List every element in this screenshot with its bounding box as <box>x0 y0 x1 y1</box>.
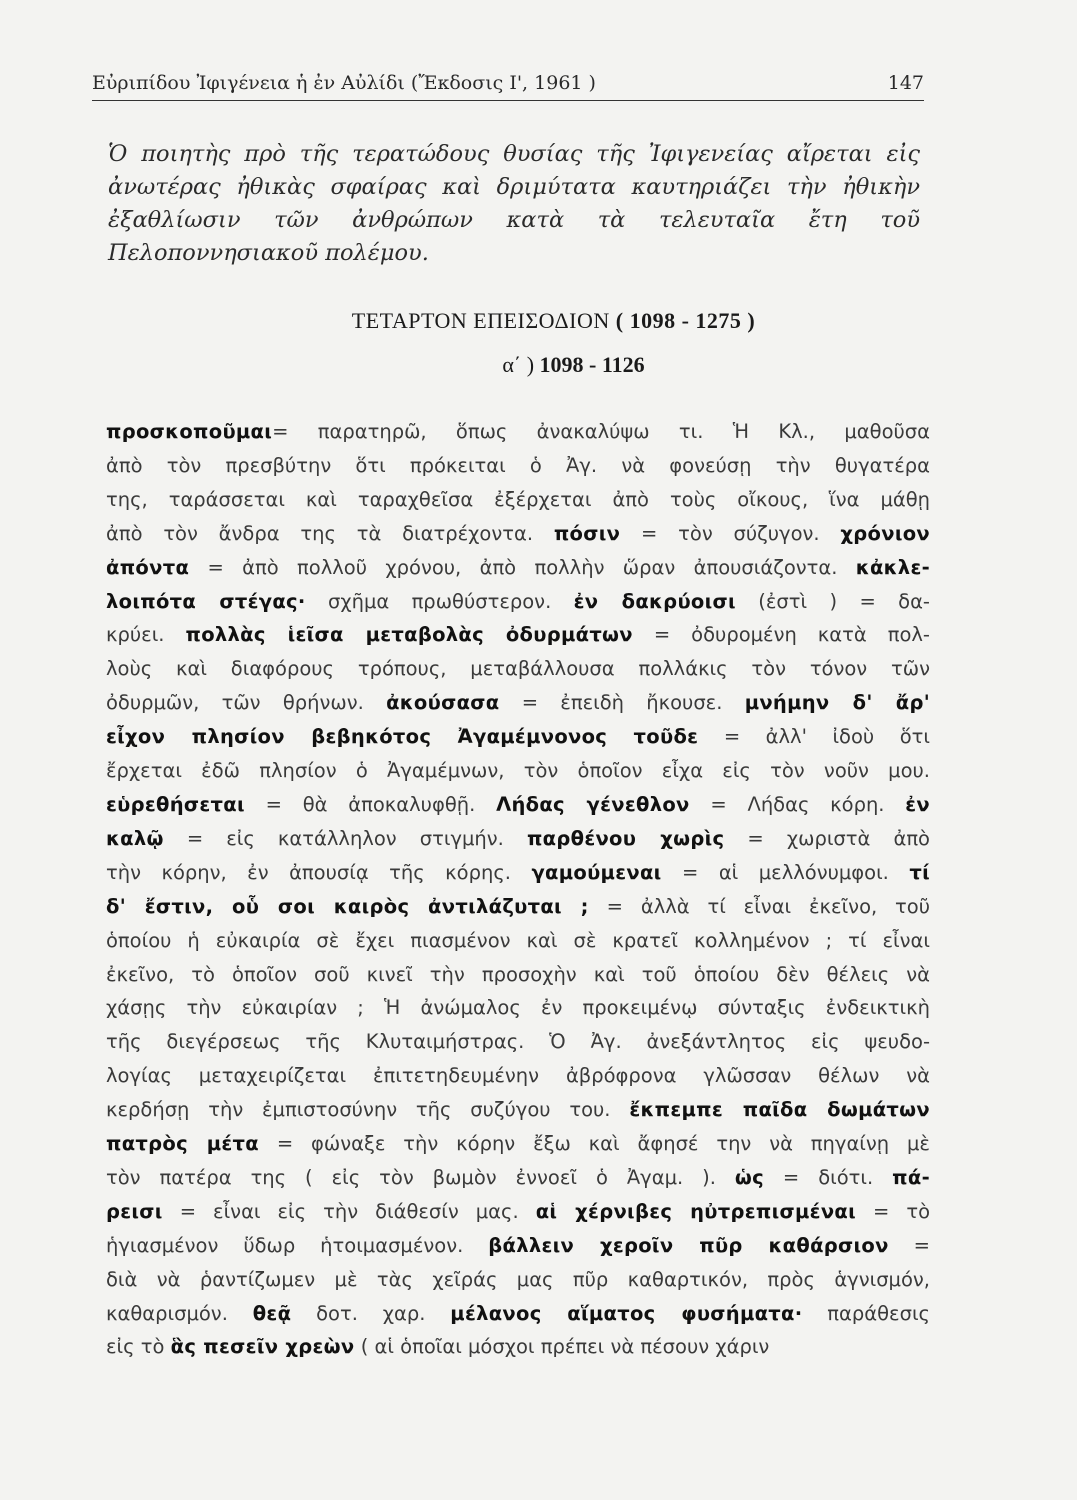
lemma-term: εἶχον πλησίον βεβηκότος Ἀγαμέμνονος τοῦδε <box>106 725 699 749</box>
commentary-line <box>106 551 930 585</box>
subsection-title <box>0 352 1077 378</box>
lemma-term: ἐν δακρύοισι <box>573 589 736 613</box>
intro-paragraph: Ὁ ποιητὴς πρὸ τῆς τερατώδους θυσίας τῆς Ἰφιγενείας αἴρεται εἰς ἀνωτέρας ἠθικὰς σφαίρας καὶ δριμύτατα καυτηριάζει τὴν ἠθικὴν ἐξαθλίωσιν τῶν ἀνθρώπων κατὰ τὰ τελευταῖα ἔτη τοῦ Πελοποννησιακοῦ πολέμου. <box>108 141 920 266</box>
gloss-text: ἔρχεται ἐδῶ πλησίον ὁ Ἀγαμέμνων, τὸν ὁποῖον εἶχα εἰς τὸν νοῦν μου. <box>106 759 930 783</box>
gloss-text: καθαρισμόν. <box>106 1301 253 1325</box>
lemma-term: ἃς πεσεῖν χρεὼν <box>170 1335 355 1359</box>
lemma-term: λοιπότα στέγας· <box>106 589 306 613</box>
commentary-line <box>106 754 930 788</box>
commentary-line <box>106 415 930 449</box>
gloss-text: δοτ. χαρ. <box>291 1301 451 1325</box>
lemma-term: μέλανος αἵματος φυσήματα· <box>450 1301 803 1325</box>
gloss-text: = ἀλλ' ἰδοὺ ὅτι <box>698 725 930 749</box>
subsection-range: 1098 - 1126 <box>539 352 645 377</box>
gloss-text: ἀπὸ τὸν ἄνδρα της τὰ διατρέχοντα. <box>106 521 554 545</box>
gloss-text: εἰς τὸ <box>106 1335 171 1359</box>
lemma-term: παρθένου χωρὶς <box>526 826 725 850</box>
section-title-text: ΤΕΤΑΡΤΟΝ ΕΠΕΙΣΟΔΙΟΝ <box>351 308 610 333</box>
lemma-term: πόσιν <box>553 521 621 545</box>
commentary-line <box>106 585 930 619</box>
gloss-text: της, ταράσσεται καὶ ταραχθεῖσα ἐξέρχεται ἀπὸ τοὺς οἴκους, ἵνα μάθῃ <box>106 487 930 511</box>
gloss-text: ὀδυρμῶν, τῶν θρήνων. <box>106 691 387 715</box>
lemma-term: εὑρεθήσεται <box>106 792 245 816</box>
gloss-text: ἀπὸ τὸν πρεσβύτην ὅτι πρόκειται ὁ Ἀγ. νὰ φονεύσῃ τὴν θυγατέρα <box>106 453 930 477</box>
gloss-text: κρύει. <box>106 623 186 647</box>
lemma-term: πατρὸς μέτα <box>106 1132 259 1156</box>
commentary-line <box>106 483 930 517</box>
gloss-text: κερδήσῃ τὴν ἐμπιστοσύνην τῆς συζύγου του. <box>106 1098 630 1122</box>
gloss-text: = παρατηρῶ, ὅπως ἀνακαλύψω τι. Ἡ Κλ., μαθοῦσα <box>272 420 930 443</box>
gloss-text: χάσῃς τὴν εὐκαιρίαν ; Ἡ ἀνώμαλος ἐν προκειμένῳ σύνταξις ἐνδεικτικὴ <box>106 996 930 1020</box>
page-header <box>92 72 924 94</box>
commentary-line <box>106 958 930 992</box>
section-range: ( 1098 - 1275 ) <box>615 308 756 333</box>
gloss-text: = θὰ ἀποκαλυφθῇ. <box>244 792 497 816</box>
gloss-text: τῆς διεγέρσεως τῆς Κλυταιμήστρας. Ὁ Ἀγ. ἀνεξάντλητος εἰς ψευδο- <box>106 1030 930 1054</box>
gloss-text: ἡγιασμένον ὕδωρ ἡτοιμασμένον. <box>106 1233 489 1257</box>
lemma-term: δ' ἔστιν, οὗ σοι καιρὸς ἀντιλάζυται ; <box>106 894 589 918</box>
page-number: 147 <box>887 72 924 94</box>
gloss-text: = ἀλλὰ τί εἶναι ἐκεῖνο, τοῦ <box>588 894 930 918</box>
lemma-term: μνήμην δ' ἄρ' <box>744 691 930 715</box>
lemma-term: χρόνιον <box>840 521 930 545</box>
lemma-term: θεᾷ <box>252 1301 292 1325</box>
commentary-text <box>106 415 930 1364</box>
commentary-line <box>106 618 930 652</box>
commentary-line <box>106 1297 930 1331</box>
gloss-text: ( αἱ ὁποῖαι μόσχοι πρέπει νὰ πέσουν χάριν <box>354 1335 770 1359</box>
lemma-term: προσκοποῦμαι <box>106 420 273 443</box>
commentary-line <box>106 1263 930 1297</box>
lemma-term: ἀπόντα <box>106 555 190 579</box>
commentary-line <box>106 517 930 551</box>
commentary-line <box>106 1127 930 1161</box>
gloss-text: λοὺς καὶ διαφόρους τρόπους, μεταβάλλουσα πολλάκις τὸν τόνον τῶν <box>106 657 930 681</box>
gloss-text: = Λήδας κόρη. <box>689 792 906 816</box>
section-title <box>0 308 1077 334</box>
commentary-line <box>106 1059 930 1093</box>
commentary-line <box>106 686 930 720</box>
lemma-term: πά- <box>892 1165 930 1189</box>
lemma-term: κἀκλε- <box>855 555 930 579</box>
commentary-line <box>106 856 930 890</box>
gloss-text: ἐκεῖνο, τὸ ὁποῖον σοῦ κινεῖ τὴν προσοχὴν καὶ τοῦ ὁποίου δὲν θέλεις νὰ <box>106 962 930 986</box>
lemma-term: ρεισι <box>106 1199 163 1223</box>
lemma-term: ἐν <box>905 792 931 816</box>
gloss-text: τὴν κόρην, ἐν ἀπουσίᾳ τῆς κόρης. <box>106 860 532 884</box>
gloss-text: (ἐστὶ ) = δα- <box>735 589 930 613</box>
gloss-text: = εἶναι εἰς τὴν διάθεσίν μας. <box>162 1199 536 1223</box>
gloss-text: = ἐπειδὴ ἤκουσε. <box>499 691 745 715</box>
gloss-text: παράθεσις <box>802 1301 930 1325</box>
commentary-line <box>106 924 930 958</box>
commentary-line <box>106 1093 930 1127</box>
subsection-label: α΄ ) <box>502 352 535 377</box>
lemma-term: πολλὰς ἱεῖσα μεταβολὰς ὀδυρμάτων <box>185 623 633 647</box>
running-title: Εὐριπίδου Ἰφιγένεια ἡ ἐν Αὐλίδι (Ἔκδοσις Ι', 1961 ) <box>92 72 596 94</box>
commentary-line <box>106 1195 930 1229</box>
lemma-term: βάλλειν χεροῖν πῦρ καθάρσιον <box>488 1233 889 1257</box>
gloss-text: = τὸ <box>856 1199 930 1223</box>
commentary-line <box>106 890 930 924</box>
gloss-text: σχῆμα πρωθύστερον. <box>305 589 574 613</box>
lemma-term: ἀκούσασα <box>386 691 500 715</box>
commentary-line <box>106 1025 930 1059</box>
gloss-text: ὁποίου ἡ εὐκαιρία σὲ ἔχει πιασμένον καὶ σὲ κρατεῖ κολλημένον ; τί εἶναι <box>106 928 930 952</box>
commentary-line <box>106 720 930 754</box>
commentary-line <box>106 788 930 822</box>
lemma-term: καλῷ <box>106 826 164 850</box>
commentary-line <box>106 1330 930 1364</box>
gloss-text: = ἀπὸ πολλοῦ χρόνου, ἀπὸ πολλὴν ὥραν ἀπουσιάζοντα. <box>189 555 856 579</box>
lemma-term: Λήδας γένεθλον <box>496 792 690 816</box>
gloss-text: = διότι. <box>763 1165 893 1189</box>
commentary-line <box>106 822 930 856</box>
commentary-line <box>106 652 930 686</box>
lemma-term: αἱ χέρνιβες ηὐτρεπισμέναι <box>535 1199 856 1223</box>
lemma-term: γαμούμεναι <box>531 860 662 884</box>
gloss-text: = τὸν σύζυγον. <box>620 521 841 545</box>
gloss-text: = χωριστὰ ἀπὸ <box>724 826 930 850</box>
commentary-line <box>106 449 930 483</box>
gloss-text: = αἱ μελλόνυμφοι. <box>661 860 910 884</box>
commentary-line <box>106 991 930 1025</box>
lemma-term: ἔκπεμπε παῖδα δωμάτων <box>629 1098 930 1122</box>
commentary-line <box>106 1229 930 1263</box>
lemma-term: ὡς <box>734 1165 764 1189</box>
gloss-text: διὰ νὰ ῥαντίζωμεν μὲ τὰς χεῖράς μας πῦρ καθαρτικόν, πρὸς ἁγνισμόν, <box>106 1267 930 1291</box>
lemma-term: τί <box>909 860 930 884</box>
gloss-text: τὸν πατέρα της ( εἰς τὸν βωμὸν ἐννοεῖ ὁ Ἀγαμ. ). <box>106 1165 735 1189</box>
gloss-text: = εἰς κατάλληλον στιγμήν. <box>163 826 527 850</box>
gloss-text: λογίας μεταχειρίζεται ἐπιτετηδευμένην ἀβρόφρονα γλῶσσαν θέλων νὰ <box>106 1064 930 1088</box>
gloss-text: = <box>888 1233 930 1257</box>
header-rule <box>92 100 924 101</box>
gloss-text: = ὀδυρομένη κατὰ πολ- <box>632 623 930 647</box>
gloss-text: = φώναξε τὴν κόρην ἔξω καὶ ἄφησέ την νὰ πηγαίνῃ μὲ <box>258 1132 930 1156</box>
commentary-line <box>106 1161 930 1195</box>
